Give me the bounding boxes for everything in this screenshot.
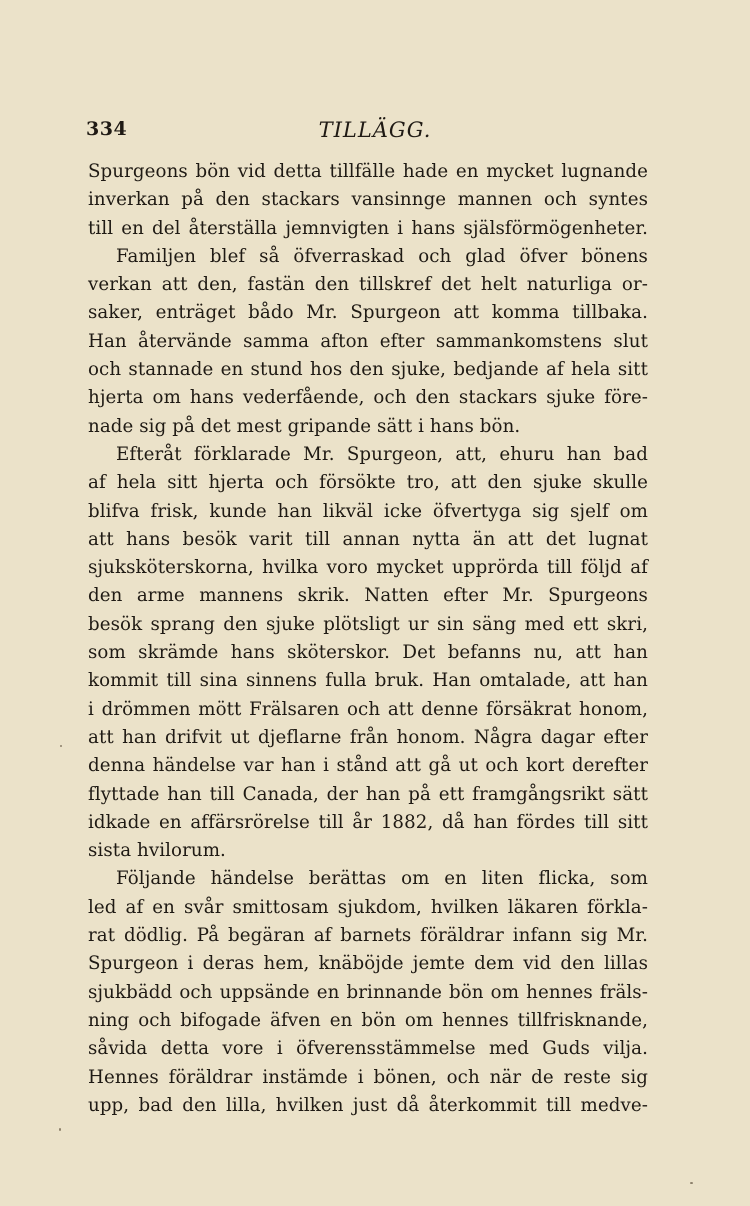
text-line: sista hvilorum. xyxy=(88,840,226,862)
text-line: kommit till sina sinnens fulla bruk. Han omtalade, att han xyxy=(88,670,648,692)
print-speck xyxy=(690,1182,693,1184)
text-line: sjuksköterskorna, hvilka voro mycket upprörda till följd af xyxy=(88,557,648,579)
text-line: hjerta om hans vederfående, och den stackars sjuke före- xyxy=(88,387,648,409)
text-line: att han drifvit ut djeflarne från honom. Några dagar efter xyxy=(88,726,648,748)
text-line: denna händelse var han i stånd att gå ut och kort derefter xyxy=(88,755,648,777)
text-line: Han återvände samma afton efter sammankomstens slut xyxy=(88,330,648,352)
text-line: Efteråt förklarade Mr. Spurgeon, att, ehuru han bad xyxy=(116,443,648,465)
text-line: nade sig på det mest gripande sätt i hans bön. xyxy=(88,415,521,437)
running-head: TILLÄGG. xyxy=(318,118,432,142)
text-line: inverkan på den stackars vansinnge mannen och syntes xyxy=(88,189,648,211)
print-speck xyxy=(60,745,62,747)
text-line: verkan att den, fastän den tillskref det helt naturliga or- xyxy=(88,274,648,296)
page-number: 334 xyxy=(86,118,128,140)
text-line: blifva frisk, kunde han likväl icke öfvertyga sig sjelf om xyxy=(88,500,648,522)
text-line: led af en svår smittosam sjukdom, hvilken läkaren förkla- xyxy=(88,896,648,918)
text-line: den arme mannens skrik. Natten efter Mr. Spurgeons xyxy=(88,585,648,607)
text-line: flyttade han till Canada, der han på ett framgångsrikt sätt xyxy=(88,783,648,805)
text-line: att hans besök varit till annan nytta än att det lugnat xyxy=(88,528,648,550)
print-speck xyxy=(59,1128,61,1131)
text-line: ning och bifogade äfven en bön om hennes tillfrisknande, xyxy=(88,1009,648,1031)
text-line: Hennes föräldrar instämde i bönen, och när de reste sig xyxy=(88,1066,648,1088)
text-line: och stannade en stund hos den sjuke, bedjande af hela sitt xyxy=(88,359,648,381)
text-line: af hela sitt hjerta och försökte tro, att den sjuke skulle xyxy=(88,472,648,494)
text-line: Följande händelse berättas om en liten flicka, som xyxy=(116,868,648,890)
text-line: idkade en affärsrörelse till år 1882, då han fördes till sitt xyxy=(88,811,648,833)
text-line: i drömmen mött Frälsaren och att denne försäkrat honom, xyxy=(88,698,648,720)
text-line: såvida detta vore i öfverensstämmelse med Guds vilja. xyxy=(88,1038,648,1060)
text-line: som skrämde hans sköterskor. Det befanns nu, att han xyxy=(88,642,648,664)
text-line: Familjen blef så öfverraskad och glad öfver bönens xyxy=(116,245,648,267)
text-line: upp, bad den lilla, hvilken just då återkommit till medve- xyxy=(88,1094,648,1116)
text-line: rat dödlig. På begäran af barnets föräldrar infann sig Mr. xyxy=(88,925,648,947)
text-line: saker, enträget bådo Mr. Spurgeon att komma tillbaka. xyxy=(88,302,648,324)
text-line: Spurgeons bön vid detta tillfälle hade en mycket lugnande xyxy=(88,161,648,182)
text-line: till en del återställa jemnvigten i hans själsförmögenheter. xyxy=(88,217,648,239)
text-line: besök sprang den sjuke plötsligt ur sin säng med ett skri, xyxy=(88,613,648,635)
text-line: sjukbädd och uppsände en brinnande bön om hennes fräls- xyxy=(88,981,648,1003)
body-text xyxy=(88,158,648,1120)
text-line: Spurgeon i deras hem, knäböjde jemte dem vid den lillas xyxy=(88,953,648,975)
